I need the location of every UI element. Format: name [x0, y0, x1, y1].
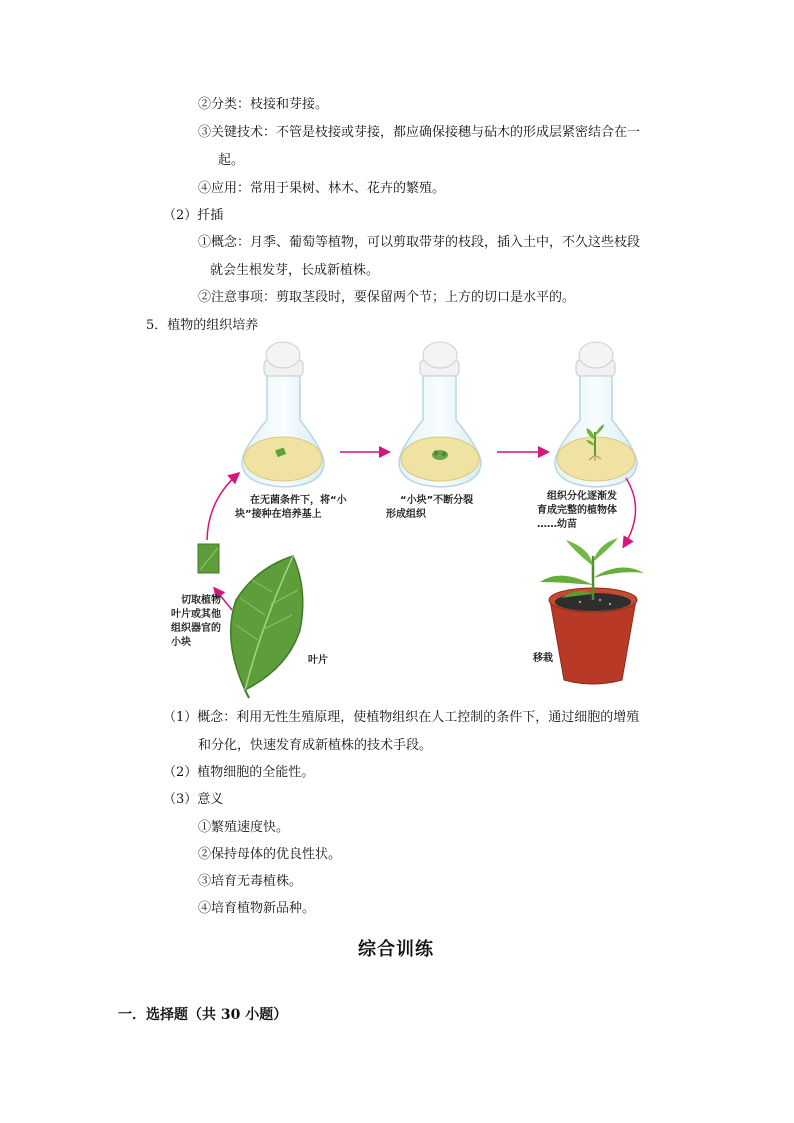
arrow-flask-pot: [624, 478, 636, 546]
section-heading: 综合训练: [358, 939, 434, 960]
leaf-illustration: [231, 556, 303, 698]
caption-cut-1: 切取植物: [181, 595, 221, 606]
text-line-8: ②注意事项：剪取茎段时，要保留两个节；上方的切口是水平的。: [198, 290, 576, 305]
caption-inoculate-2: 块”接种在培养基上: [235, 509, 322, 520]
flask-1: [242, 342, 324, 487]
flask-2: [399, 342, 481, 487]
text-line-14: ①繁殖速度快。: [198, 820, 290, 835]
text-line-2: ③关键技术：不管是枝接或芽接，都应确保接穗与砧木的形成层紧密结合在一: [198, 125, 641, 140]
text-line-3: 起。: [218, 153, 245, 168]
text-line-10: （1）概念：利用无性生殖原理，使植物组织在人工控制的条件下，通过细胞的增殖: [163, 710, 640, 725]
caption-divide-1: “小块”不断分裂: [400, 495, 474, 506]
caption-cut-2: 叶片或其他: [171, 609, 221, 620]
text-line-13: （3）意义: [163, 792, 224, 807]
caption-transplant: 移栽: [533, 653, 553, 664]
text-line-5: （2）扦插: [163, 208, 224, 223]
caption-differentiate-3: ……幼苗: [537, 519, 577, 530]
arrow-piece-flask: [207, 474, 238, 540]
text-line-6: ①概念：月季、葡萄等植物，可以剪取带芽的枝段，插入土中，不久这些枝段: [198, 235, 641, 250]
caption-differentiate-1: 组织分化逐渐发: [547, 491, 617, 502]
text-line-12: （2）植物细胞的全能性。: [163, 765, 315, 780]
text-line-11: 和分化，快速发育成新植株的技术手段。: [198, 738, 433, 753]
text-line-17: ④培育植物新品种。: [198, 901, 316, 916]
text-line-1: ②分类：枝接和芽接。: [198, 97, 329, 112]
caption-inoculate-1: 在无菌条件下，将“小: [250, 495, 347, 506]
caption-leaf: 叶片: [308, 655, 328, 666]
flask-3: [555, 342, 637, 487]
text-line-7: 就会生根发芽，长成新植株。: [210, 263, 380, 278]
potted-plant: [540, 538, 644, 684]
question-section-title: 一．选择题（共 30 小题）: [118, 1007, 288, 1023]
text-line-9: 5．植物的组织培养: [146, 318, 259, 333]
text-line-4: ④应用：常用于果树、林木、花卉的繁殖。: [198, 181, 446, 196]
caption-differentiate-2: 育成完整的植物体: [537, 505, 617, 516]
caption-cut-3: 组织器官的: [171, 623, 221, 634]
text-line-15: ②保持母体的优良性状。: [198, 847, 342, 862]
caption-cut-4: 小块: [171, 637, 191, 648]
text-line-16: ③培育无毒植株。: [198, 874, 303, 889]
caption-divide-2: 形成组织: [386, 509, 426, 520]
